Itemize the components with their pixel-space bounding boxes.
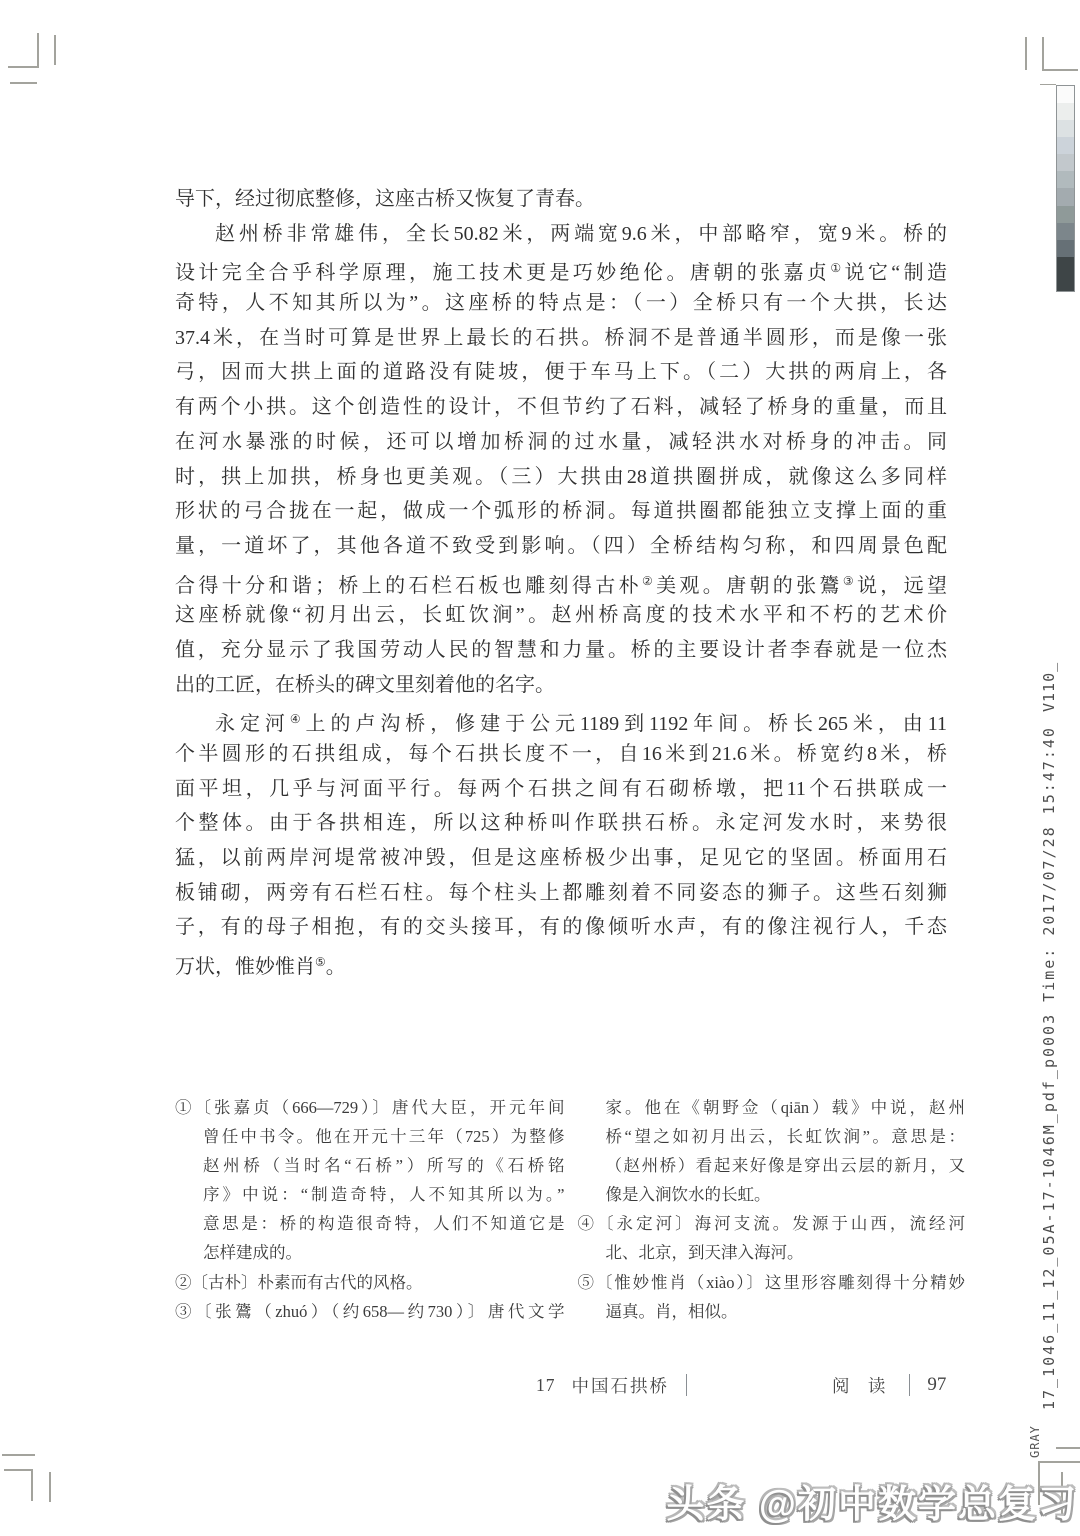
crop-mark xyxy=(37,33,39,66)
footnotes-column-right xyxy=(578,1093,966,1326)
body-text-line: 量，一道坏了，其他各道不致受到影响。（四）全桥结构匀称，和四周景色配 xyxy=(175,534,947,557)
lesson-title: 中国石拱桥 xyxy=(571,1375,669,1396)
footnote-line: 家。他在《朝野佥（qiān）载》中说，赵州 xyxy=(605,1098,965,1117)
crop-mark xyxy=(1040,84,1056,85)
body-text-line: 合得十分和谐；桥上的石栏石板也雕刻得古朴②美观。唐朝的张鷟③说，远望 xyxy=(175,573,947,597)
grayscale-step xyxy=(1057,86,1074,103)
body-text-line: 板铺砌，两旁有石栏石柱。每个柱头上都雕刻着不同姿态的狮子。这些石刻狮 xyxy=(175,881,947,904)
crop-mark xyxy=(1042,37,1044,70)
footnote-line: ⑤〔惟妙惟肖（xiào）〕这里形容雕刻得十分精妙 xyxy=(577,1272,965,1292)
body-text-line: 弓，因而大拱上面的道路没有陡坡，便于车马上下。（二）大拱的两肩上，各 xyxy=(175,361,947,384)
crop-mark xyxy=(1056,1447,1080,1449)
grayscale-step xyxy=(1057,240,1074,257)
footnote-line: 逼真。肖，相似。 xyxy=(605,1301,738,1321)
footer-lesson-info xyxy=(536,1372,704,1398)
crop-mark xyxy=(31,1469,33,1501)
footer-divider xyxy=(909,1374,910,1396)
grayscale-step xyxy=(1057,223,1074,240)
section-label: 阅 读 xyxy=(832,1375,893,1396)
grayscale-step xyxy=(1057,137,1074,154)
watermark: 头条 @初中数学总复习 xyxy=(666,1484,1078,1526)
crop-mark xyxy=(54,35,56,65)
body-text-line: 个整体。由于各拱相连，所以这种桥叫作联拱石桥。永定河发水时，来势很 xyxy=(175,812,947,835)
grayscale-step xyxy=(1057,206,1074,223)
footnotes-section xyxy=(175,1093,965,1326)
crop-mark xyxy=(4,1469,32,1471)
body-text-line: 在河水暴涨的时候，还可以增加桥洞的过水量，减轻洪水对桥身的冲击。同 xyxy=(175,430,947,453)
lesson-number: 17 xyxy=(536,1374,556,1395)
body-text-line: 永定河④上的卢沟桥，修建于公元1189到1192年间。桥长265米，由11 xyxy=(215,712,947,736)
body-text-line: 这座桥就像“初月出云，长虹饮涧”。赵州桥高度的技术水平和不朽的艺术价 xyxy=(175,604,947,627)
grayscale-step xyxy=(1057,103,1074,120)
scan-code-main: 17_1046_11_12_05A-17-1046M_pdf_p0003 Time: 2017/07/28 15:47:40 xyxy=(1040,726,1058,1410)
footnote-line: ③〔张鷟（zhuó）（约658—约730）〕唐代文学 xyxy=(175,1301,565,1321)
crop-mark xyxy=(8,66,39,68)
grayscale-step xyxy=(1057,154,1074,171)
grayscale-step xyxy=(1057,257,1074,291)
footnote-line: 北、北京，到天津入海河。 xyxy=(605,1243,804,1263)
footer-divider xyxy=(686,1374,687,1396)
body-text-line: 猛，以前两岸河堤常被冲毁，但是这座桥极少出事，足见它的坚固。桥面用石 xyxy=(175,847,947,870)
body-text-line: 形状的弓合拢在一起，做成一个弧形的桥洞。每道拱圈都能独立支撑上面的重 xyxy=(175,500,947,523)
body-text-line: 值，充分显示了我国劳动人民的智慧和力量。桥的主要设计者李春就是一位杰 xyxy=(175,638,947,661)
page-number: 97 xyxy=(927,1374,947,1395)
crop-mark xyxy=(1042,69,1078,71)
body-text-line: 赵州桥非常雄伟，全长50.82米，两端宽9.6米，中部略窄，宽9米。桥的 xyxy=(215,222,947,245)
footnotes-column-left xyxy=(175,1093,565,1326)
body-text-line: 导下，经过彻底整修，这座古桥又恢复了青春。 xyxy=(175,188,595,210)
footnote-line: 桥“望之如初月出云，长虹饮涧”。意思是： xyxy=(605,1127,965,1147)
footnote-line: 意思是：桥的构造很奇特，人们不知道它是 xyxy=(203,1214,565,1234)
lesson-body-text xyxy=(175,182,947,980)
body-text-line: 设计完全合乎科学原理，施工技术更是巧妙绝伦。唐朝的张嘉贞①说它“制造 xyxy=(175,261,947,285)
body-text-line: 面平坦，几乎与河面平行。每两个石拱之间有石砌桥墩，把11个石拱联成一 xyxy=(175,777,947,800)
footnote-line: 赵州桥（当时名“石桥”）所写的《石桥铭 xyxy=(203,1156,565,1176)
crop-mark xyxy=(2,1454,35,1456)
footnote-line: 怎样建成的。 xyxy=(203,1243,302,1263)
scan-code-top: V110_ xyxy=(1040,661,1058,712)
body-text-line: 奇特，人不知其所以为”。这座桥的特点是：（一）全桥只有一个大拱，长达 xyxy=(175,292,947,315)
grayscale-step xyxy=(1057,171,1074,188)
body-text-line: 个半圆形的石拱组成，每个石拱长度不一，自16米到21.6米。桥宽约8米，桥 xyxy=(175,743,947,765)
footnote-line: （赵州桥）看起来好像是穿出云层的新月，又 xyxy=(605,1156,965,1176)
grayscale-step xyxy=(1057,120,1074,137)
crop-mark xyxy=(10,82,37,84)
footnote-line: ②〔古朴〕朴素而有古代的风格。 xyxy=(175,1272,423,1292)
footnote-line: ①〔张嘉贞（666—729）〕唐代大臣，开元年间 xyxy=(175,1098,565,1117)
footnote-line: ④〔永定河〕海河支流。发源于山西，流经河 xyxy=(577,1214,965,1234)
grayscale-calibration-strip xyxy=(1056,85,1075,292)
body-text-line: 37.4米，在当时可算是世界上最长的石拱。桥洞不是普通半圆形，而是像一张 xyxy=(175,326,947,349)
body-text-line: 时，拱上加拱，桥身也更美观。（三）大拱由28道拱圈拼成，就像这么多同样 xyxy=(175,465,947,488)
footnote-line: 像是入涧饮水的长虹。 xyxy=(605,1185,771,1205)
footer-page-info xyxy=(832,1372,946,1398)
body-text-line: 有两个小拱。这个创造性的设计，不但节约了石料，减轻了桥身的重量，而且 xyxy=(175,396,947,419)
crop-mark xyxy=(1038,1461,1080,1463)
crop-mark xyxy=(1025,37,1027,70)
grayscale-step xyxy=(1057,188,1074,205)
body-text-line: 子，有的母子相抱，有的交头接耳，有的像倾听水声，有的像注视行人，千态 xyxy=(175,916,947,939)
footnote-line: 序》中说：“制造奇特，人不知其所以为。” xyxy=(203,1185,565,1205)
footnote-line: 曾任中书令。他在开元十三年（725）为整修 xyxy=(203,1127,565,1147)
scan-code-gray-label: GRAY xyxy=(1028,1425,1042,1458)
body-text-line: 出的工匠，在桥头的碑文里刻着他的名字。 xyxy=(175,673,555,696)
crop-mark xyxy=(49,1472,51,1502)
body-text-line: 万状，惟妙惟肖⑤。 xyxy=(175,955,346,979)
